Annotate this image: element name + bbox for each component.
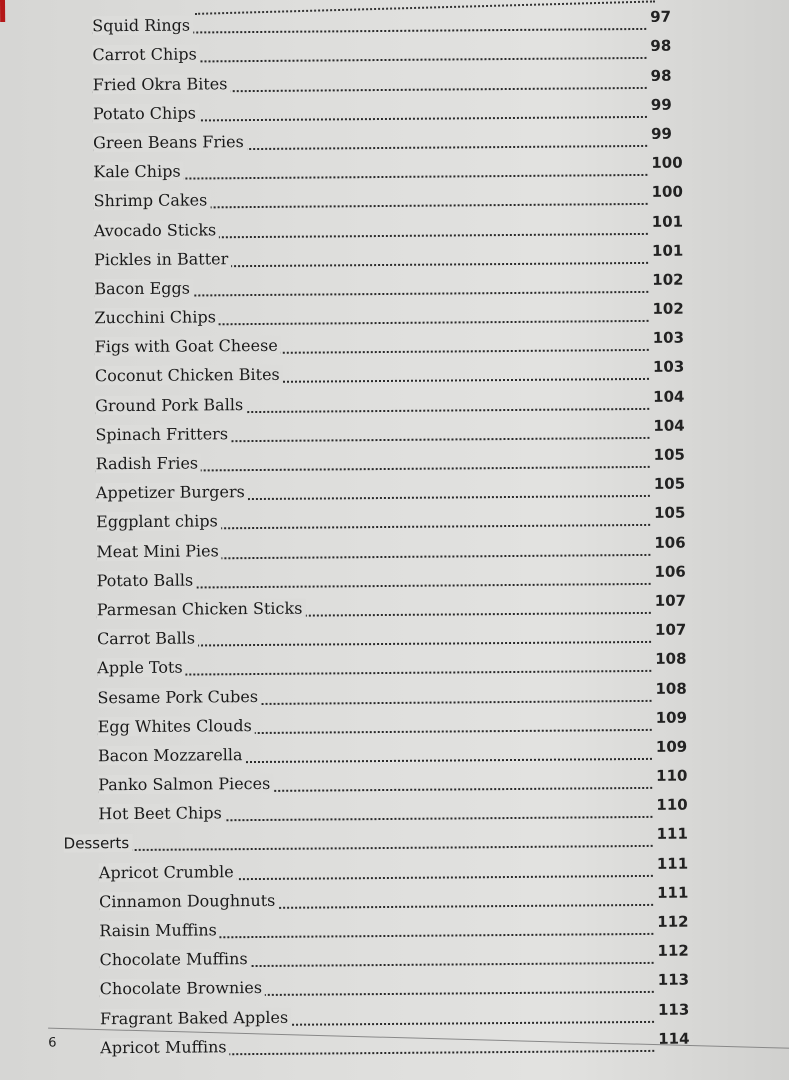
toc-entry-title-text: Appetizer Burgers <box>96 482 248 502</box>
toc-entry-page: 108 <box>655 649 687 669</box>
toc-entry-title-text: Potato Balls <box>96 570 196 590</box>
toc-entry-page: 103 <box>652 328 685 348</box>
toc-entry-page: 106 <box>654 562 686 581</box>
toc-entry-title-text: Carrot Chips <box>92 45 199 65</box>
page-number: 6 <box>48 1035 57 1051</box>
toc-entry-title <box>99 891 278 911</box>
toc-entry-title-text: Bacon Eggs <box>94 278 193 298</box>
toc-entry-title-text: Ground Pork Balls <box>95 395 246 415</box>
toc-entry-page: 97 <box>650 7 672 27</box>
table-of-contents <box>0 4 789 1061</box>
toc-entry-page: 98 <box>650 37 672 56</box>
toc-entry-title <box>96 512 221 532</box>
toc-entry-title <box>97 629 198 649</box>
toc-entry-title <box>95 365 283 385</box>
toc-entry-title <box>99 862 237 882</box>
toc-entry-page: 113 <box>657 970 690 990</box>
toc-entry-title <box>100 1007 291 1028</box>
toc-entry-title-text: Spinach Fritters <box>95 424 231 444</box>
toc-entry-title <box>64 834 133 853</box>
toc-entry-title <box>93 103 199 123</box>
toc-entry-title <box>95 395 246 415</box>
toc-entry-page: 105 <box>653 504 686 523</box>
toc-entry-title-text: Eggplant chips <box>96 512 221 532</box>
toc-entry-page: 112 <box>657 941 689 961</box>
toc-entry-title <box>95 336 281 356</box>
toc-entry-title-text: Chocolate Brownies <box>100 978 265 998</box>
toc-entry-page: 109 <box>655 737 688 756</box>
toc-entry-title-text: Figs with Goat Cheese <box>95 336 281 356</box>
toc-entry-title-text: Pickles in Batter <box>94 249 231 269</box>
toc-entry-page: 108 <box>655 679 687 698</box>
toc-entry-title-text: Apricot Crumble <box>99 862 237 882</box>
toc-entry-page: 101 <box>651 212 684 231</box>
toc-entry-title <box>97 686 261 706</box>
toc-entry-page: 110 <box>656 766 688 785</box>
toc-entry-page: 112 <box>657 912 689 931</box>
toc-entry-title-text: Cinnamon Doughnuts <box>99 891 278 911</box>
toc-entry-title-text: Raisin Muffins <box>99 920 220 940</box>
toc-entry-page: 100 <box>651 182 683 202</box>
toc-entry-title-text: Potato Chips <box>93 103 199 123</box>
toc-entry-page: 107 <box>654 620 687 640</box>
toc-entry-page: 111 <box>656 825 688 844</box>
toc-entry-title <box>99 949 250 969</box>
toc-entry-title-text: Shrimp Cakes <box>94 191 211 211</box>
toc-entry-page: 111 <box>656 883 689 902</box>
toc-entry-title <box>93 162 183 182</box>
toc-entry-page: 101 <box>651 241 684 260</box>
toc-entry-title-text: Coconut Chicken Bites <box>95 365 283 385</box>
toc-entry-page: 104 <box>653 387 685 406</box>
toc-entry-title <box>98 716 255 736</box>
toc-entry-title-text: Fried Okra Bites <box>93 74 231 94</box>
toc-entry-page: 102 <box>652 299 684 318</box>
dot-leader <box>99 845 653 851</box>
toc-entry-title-text: Avocado Sticks <box>94 220 220 240</box>
toc-entry-title <box>93 74 231 94</box>
toc-entry-page: 107 <box>654 591 687 610</box>
toc-entry-page: 99 <box>651 124 673 143</box>
toc-entry-title <box>100 978 265 998</box>
toc-entry-page: 114 <box>658 1029 690 1048</box>
toc-entry-title-text: Apricot Muffins <box>100 1037 230 1057</box>
toc-entry-title <box>96 482 248 502</box>
toc-entry-page: 111 <box>656 854 689 873</box>
toc-entry-page: 113 <box>657 1000 690 1019</box>
toc-entry-page: 103 <box>652 358 685 377</box>
toc-entry-title <box>94 220 220 240</box>
toc-entry-title <box>98 774 273 794</box>
toc-entry-title <box>96 453 202 473</box>
toc-entry-title <box>96 541 222 561</box>
toc-entry-title <box>94 278 193 298</box>
toc-entry-page: 99 <box>650 95 672 114</box>
toc-entry-page: 105 <box>653 474 686 494</box>
toc-entry-title <box>92 16 193 36</box>
toc-entry-title-text: Parmesan Chicken Sticks <box>97 599 306 620</box>
toc-entry-title-text: Green Beans Fries <box>93 132 247 152</box>
toc-entry-title <box>94 249 231 269</box>
toc-entry-title-text: Fragrant Baked Apples <box>100 1007 291 1028</box>
toc-entry-title <box>97 599 306 620</box>
toc-entry-title-text: Panko Salmon Pieces <box>98 774 273 794</box>
toc-entry-title-text: Meat Mini Pies <box>96 541 222 561</box>
toc-entry-title <box>100 1037 230 1057</box>
toc-entry-title <box>96 570 196 590</box>
toc-entry-title-text: Zucchini Chips <box>94 307 219 327</box>
toc-entry-page: 106 <box>654 533 686 552</box>
toc-entry-title <box>99 920 220 940</box>
toc-entry-title <box>98 804 225 824</box>
toc-entry-title-text: Desserts <box>64 834 133 853</box>
toc-entry-title <box>94 191 211 211</box>
toc-entry-page: 100 <box>651 153 683 173</box>
toc-entry-title-text: Radish Fries <box>96 453 202 473</box>
toc-entry-page: 109 <box>655 708 688 727</box>
toc-entry-title-text: Sesame Pork Cubes <box>97 686 261 706</box>
toc-entry-page: 110 <box>656 795 688 815</box>
toc-entry-title <box>98 745 246 765</box>
toc-entry-title-text: Hot Beet Chips <box>98 804 225 824</box>
toc-entry-title-text: Chocolate Muffins <box>99 949 250 969</box>
toc-entry-page: 105 <box>653 445 685 464</box>
toc-entry-page: 104 <box>653 416 685 435</box>
toc-entry-page: 102 <box>652 270 684 289</box>
toc-entry-title-text: Carrot Balls <box>97 629 198 649</box>
toc-entry-title-text: Egg Whites Clouds <box>98 716 255 736</box>
toc-entry-title-text: Squid Rings <box>92 16 193 36</box>
toc-entry-title <box>97 658 186 678</box>
toc-entry-title <box>94 307 219 327</box>
toc-entry-title-text: Bacon Mozzarella <box>98 745 246 765</box>
toc-entry-title <box>92 45 199 65</box>
toc-entry-title-text: Kale Chips <box>93 162 183 182</box>
toc-entry-title <box>93 132 247 152</box>
toc-entry-title-text: Apple Tots <box>97 658 186 678</box>
toc-entry-page: 98 <box>650 66 672 85</box>
toc-entry-title <box>95 424 231 444</box>
